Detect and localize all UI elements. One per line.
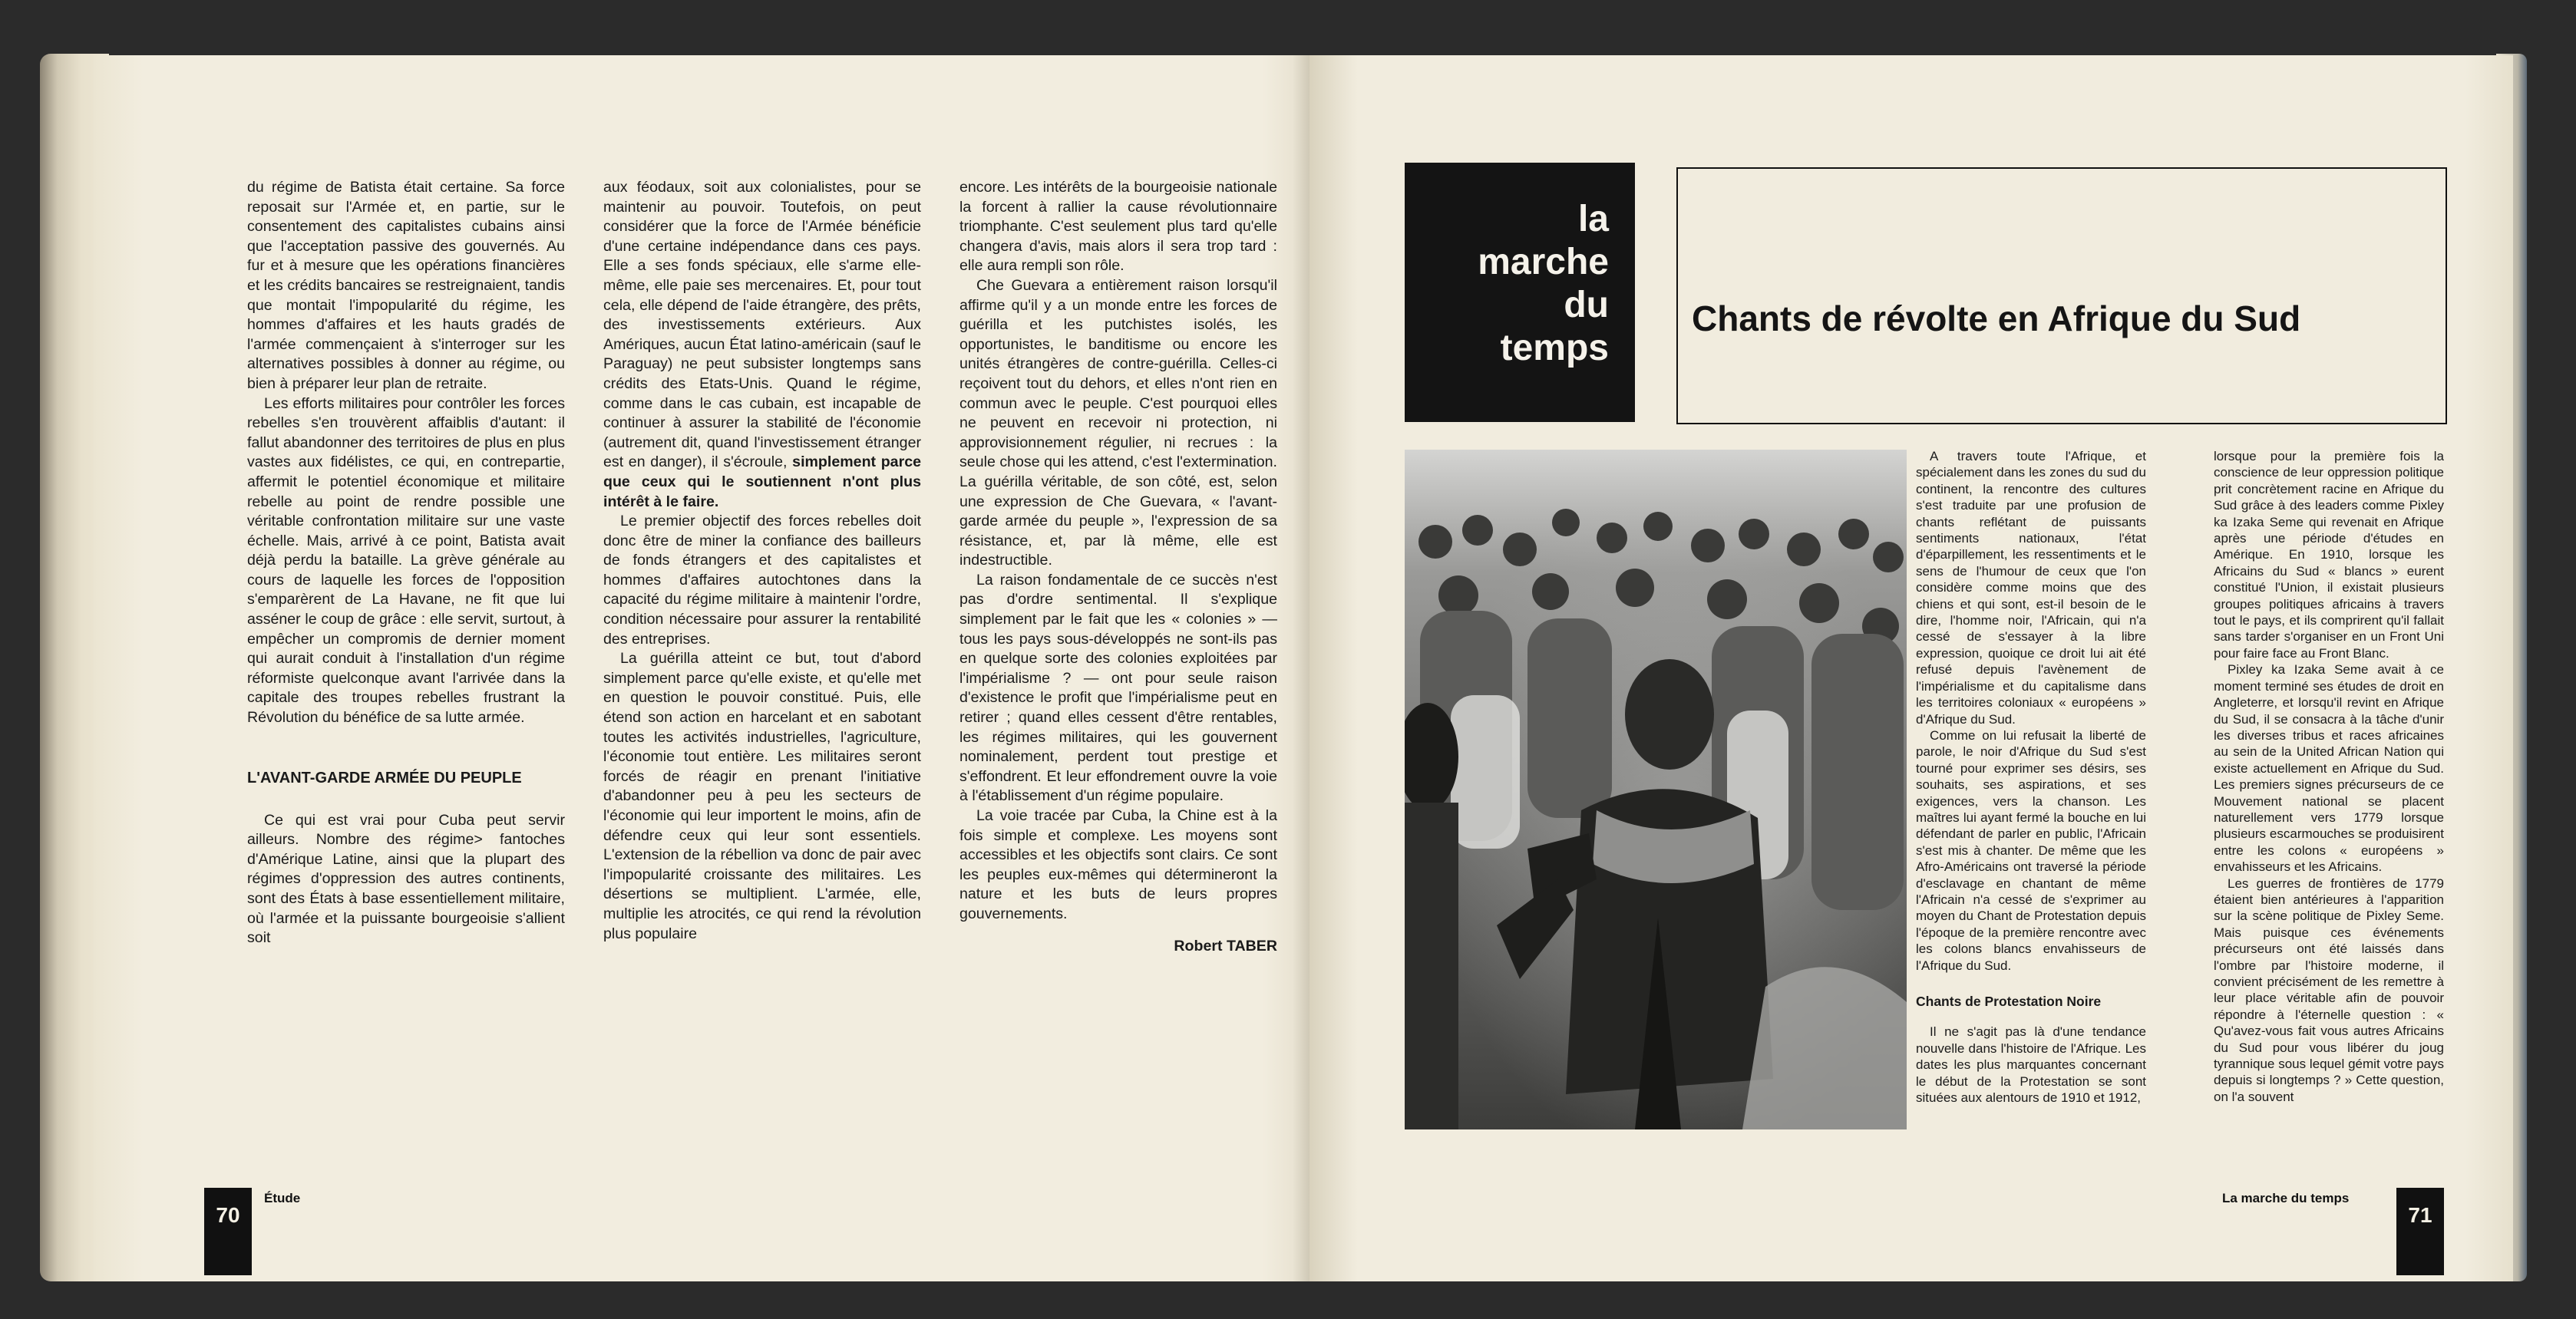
paragraph: Comme on lui refusait la liberté de parole, le noir d'Afrique du Sud s'est tourné pour exprimer ses désirs, ses souhaits, ses aspirations, et ses exigences, vers la chanson. Les maîtres lui ayant fermé la bouche en lui défendant de parler en public, l'Africain s'est mis à chanter. De même que les Afro-Américains ont traversé la période d'esclavage en chantant de même l'Africain n'a cessé de s'exprimer au moyen du Chant de Protestation depuis l'époque de la première rencontre avec les colons blancs envahisseurs de l'Afrique du Sud. — [1916, 727, 2146, 973]
left-column-3 — [959, 178, 1277, 956]
paragraph: La raison fondamentale de ce succès n'est pas d'ordre sentimental. Il s'explique simplement par le fait que les « colonies » — tous les pays sous-développés ne sont-ils pas en quelque sorte des colonies exploitées par l'impérialisme ? — ont pour seule raison d'existence le profit que l'impérialisme peut en retirer ; quand elles cessent d'être rentables, les régimes militaires, qui les gouvernent nominalement, perdent tout prestige et s'effondrent. Et leur effondrement ouvre la voie à l'établissement d'un régime populaire. — [959, 571, 1277, 805]
article-title: Chants de révolte en Afrique du Sud — [1692, 298, 2301, 338]
author-signature: Robert TABER — [1174, 937, 1277, 955]
logo-line: marche — [1478, 242, 1609, 282]
paragraph: Ce qui est vrai pour Cuba peut servir ailleurs. Nombre des régime> fantoches d'Amérique Latine, ainsi que la plupart des régimes d'oppression des autres continents, sont des États à base essentiellement militaire, où l'armée et la puissante bourgeoisie s'allient soit — [247, 811, 565, 947]
logo-line: du — [1564, 285, 1609, 325]
paragraph: Pixley ka Izaka Seme avait à ce moment terminé ses études de droit en Angleterre, et lorsqu'il revint en Afrique du Sud, il se consacra à la tâche d'unir les diverses tribus et races africaines au sein de la United African Nation qui existe actuellement en Afrique du Sud. Les premiers signes précurseurs de ce Mouvement national se placent naturellement vers 1779 lorsque plusieurs escarmouches se produisirent entre les colons « européens » envahisseurs et les Africains. — [2214, 662, 2444, 875]
section-logo — [1405, 163, 1635, 422]
paragraph: Il ne s'agit pas là d'une tendance nouvelle dans l'histoire de l'Afrique. Les dates les plus marquantes concernant le début de la Protestation se sont situées aux alentours de 1910 et 1912, — [1916, 1024, 2146, 1106]
paragraph: Le premier objectif des forces rebelles doit donc être de miner la confiance des bailleurs de fonds étrangers et des capitalistes et hommes d'affaires autochtones dans la capacité du régime militaire à maintenir l'ordre, condition nécessaire pour assurer la rentabilité des entreprises. — [603, 513, 921, 648]
paragraph: Che Guevara a entièrement raison lorsqu'il affirme qu'il y a un monde entre les forces de guérilla et les putchistes isolés, les opportunistes, le banditisme ou encore les unités étrangères de contre-guérilla. Celles-ci reçoivent tout du dehors, et elles n'ont rien en commun avec le peuple. C'est pourquoi elles ne peuvent en recevoir ni protection, ni approvisionnement régulier, ni recrues : la seule chose qui les attend, c'est l'extermination. La guérilla véritable, de son côté, est, selon une expression de Che Guevara, « l'avant-garde armée du peuple », l'expression de sa résistance, et, par là même, elle est indestructible. — [959, 276, 1277, 569]
open-book — [40, 48, 2527, 1287]
title-box — [1676, 167, 2447, 424]
paragraph: encore. Les intérêts de la bourgeoisie nationale la forcent à rallier la cause révolutionnaire triomphante. C'est seulement plus tard qu'elle changera d'avis, mais alors il sera trop tard : elle aura rempli son rôle. — [959, 179, 1277, 275]
bold-emphasis: simplement parce que ceux qui le soutiennent n'ont plus intérêt à le faire. — [603, 453, 921, 510]
running-head-left: Étude — [264, 1191, 301, 1205]
section-heading: Chants de Protestation Noire — [1916, 994, 2102, 1009]
paragraph-text: aux féodaux, soit aux colonialistes, pour se maintenir au pouvoir. Toutefois, on peut considérer que la force de l'Armée bénéficie d'une certaine indépendance dans ces pays. Elle a ses fonds spéciaux, elle s'arme elle-même, elle paie ses mercenaires. Et, pour tout cela, elle dépend de l'aide étrangère, des prêts, des investissements extérieurs. Aux Amériques, aucun État latino-américain (sauf le Paraguay) ne peut subsister longtemps sans crédits des Etats-Unis. Quand le régime, comme dans le cas cubain, est incapable de continuer à assurer la stabilité de l'économie (autrement dit, quand l'investissement étranger est en danger), il s'écroule, — [603, 179, 921, 471]
paragraph: La voie tracée par Cuba, la Chine est à la fois simple et complexe. Les moyens sont accessibles et les objectifs sont clairs. Ce sont les peuples eux-mêmes qui détermineront la nature et les buts de leurs propres gouvernements. — [959, 807, 1277, 922]
page-number-right: 71 — [2396, 1188, 2444, 1275]
paragraph: lorsque pour la première fois la conscience de leur oppression politique prit concrètement racine en Afrique du Sud grâce à des leaders comme Pixley ka Izaka Seme qui revenait en Afrique après une période d'études en Amérique. En 1910, lorsque les Africains du Sud « blancs » eurent constitué l'Union, il existait plusieurs groupes politiques africains à travers tout le pays, et ils comprirent qu'il fallait sans tarder s'organiser en un Front Uni pour faire face au Front Blanc. — [2214, 449, 2444, 661]
page-number-left: 70 — [204, 1188, 252, 1275]
section-heading: L'AVANT-GARDE ARMÉE DU PEUPLE — [247, 769, 522, 786]
logo-line: la — [1577, 199, 1609, 239]
paragraph: du régime de Batista était certaine. Sa force reposait sur l'Armée et, en partie, sur le consentement des capitalistes cubains ainsi que l'acceptation passive des gouvernés. Au fur et à mesure que les opérations financières et les crédits bancaires se restreignaient, tandis que montait l'impopularité du régime, les hommes d'affaires et les hauts gradés de l'armée commençaient à s'interroger sur les alternatives possibles à donner au régime, ou bien à préparer leur plan de retraite. — [247, 179, 565, 392]
right-column-1 — [1916, 448, 2146, 1106]
logo-line: temps — [1500, 328, 1609, 368]
photo-dancers — [1405, 450, 1907, 1129]
paragraph — [603, 178, 921, 512]
running-head-right: La marche du temps — [2222, 1191, 2350, 1205]
left-column-1 — [247, 178, 565, 948]
paragraph: A travers toute l'Afrique, et spécialement dans les zones du sud du continent, la rencontre des cultures s'est traduite par une profusion de chants reflétant de puissants sentiments nationaux, l'état d'éparpillement, les ressentiments et le sens de l'humour de ceux que l'on considère comme moins que des chiens et qui sont, est-il besoin de le dire, l'homme noir, l'Africain, qui n'a cessé de s'essayer à la libre expression, quoique ce droit lui ait été refusé depuis l'avènement de l'impérialisme et du capitalisme dans les territoires coloniaux « européens » d'Afrique du Sud. — [1916, 449, 2146, 727]
paragraph: Les efforts militaires pour contrôler les forces rebelles s'en trouvèrent affaiblis d'autant: il fallut abandonner des territoires de plus en plus vastes aux fidélistes, ce qui, en contrepartie, affermit le potentiel économique et militaire rebelle au point de rendre possible une véritable confrontation militaire sur une vaste échelle. Mais, arrivé à ce point, Batista avait déjà perdu la bataille. La grève générale au cours de laquelle les forces de l'opposition s'emparèrent de La Havane, ne fit que lui asséner le coup de grâce : elle servit, surtout, à empêcher un compromis de dernier moment qui aurait conduit à l'installation d'un régime réformiste quelconque avant l'arrivée dans la capitale des troupes rebelles frustrant la Révolution du bénéfice de sa lutte armée. — [247, 394, 565, 727]
paragraph: La guérilla atteint ce but, tout d'abord simplement parce qu'elle existe, et qu'elle met en question le pouvoir constitué. Puis, elle étend son action en harcelant et en sabotant toutes les activités industrielles, l'agriculture, l'économie tout entière. Les militaires seront forcés de réagir en prenant l'initiative d'abandonner peu à peu les secteurs de l'économie qui leur importent le moins, afin de défendre ceux qui leur sont essentiels. L'extension de la rébellion va donc de pair avec l'impopularité croissante des militaires. Les désertions se multiplient. L'armée, elle, multiplie les atrocités, ce qui rend la révolution plus populaire — [603, 650, 921, 942]
left-page — [94, 55, 1337, 1281]
right-page — [1309, 55, 2513, 1281]
left-column-2 — [603, 178, 921, 944]
paragraph: Les guerres de frontières de 1779 étaient bien antérieures à l'apparition sur la scène politique de Pixley Seme. Mais puisque ces événements précurseurs ont été laissés dans l'ombre par l'histoire moderne, il convient précisément de les remettre à leur place véritable afin de pouvoir répondre à l'éternelle question : « Qu'avez-vous fait vous autres Africains du Sud pour vous libérer du joug tyrannique sous lequel gémit votre pays depuis si longtemps ? » Cette question, on l'a souvent — [2214, 875, 2444, 1104]
photo-image — [1405, 450, 1907, 1129]
right-column-2 — [2214, 448, 2444, 1105]
